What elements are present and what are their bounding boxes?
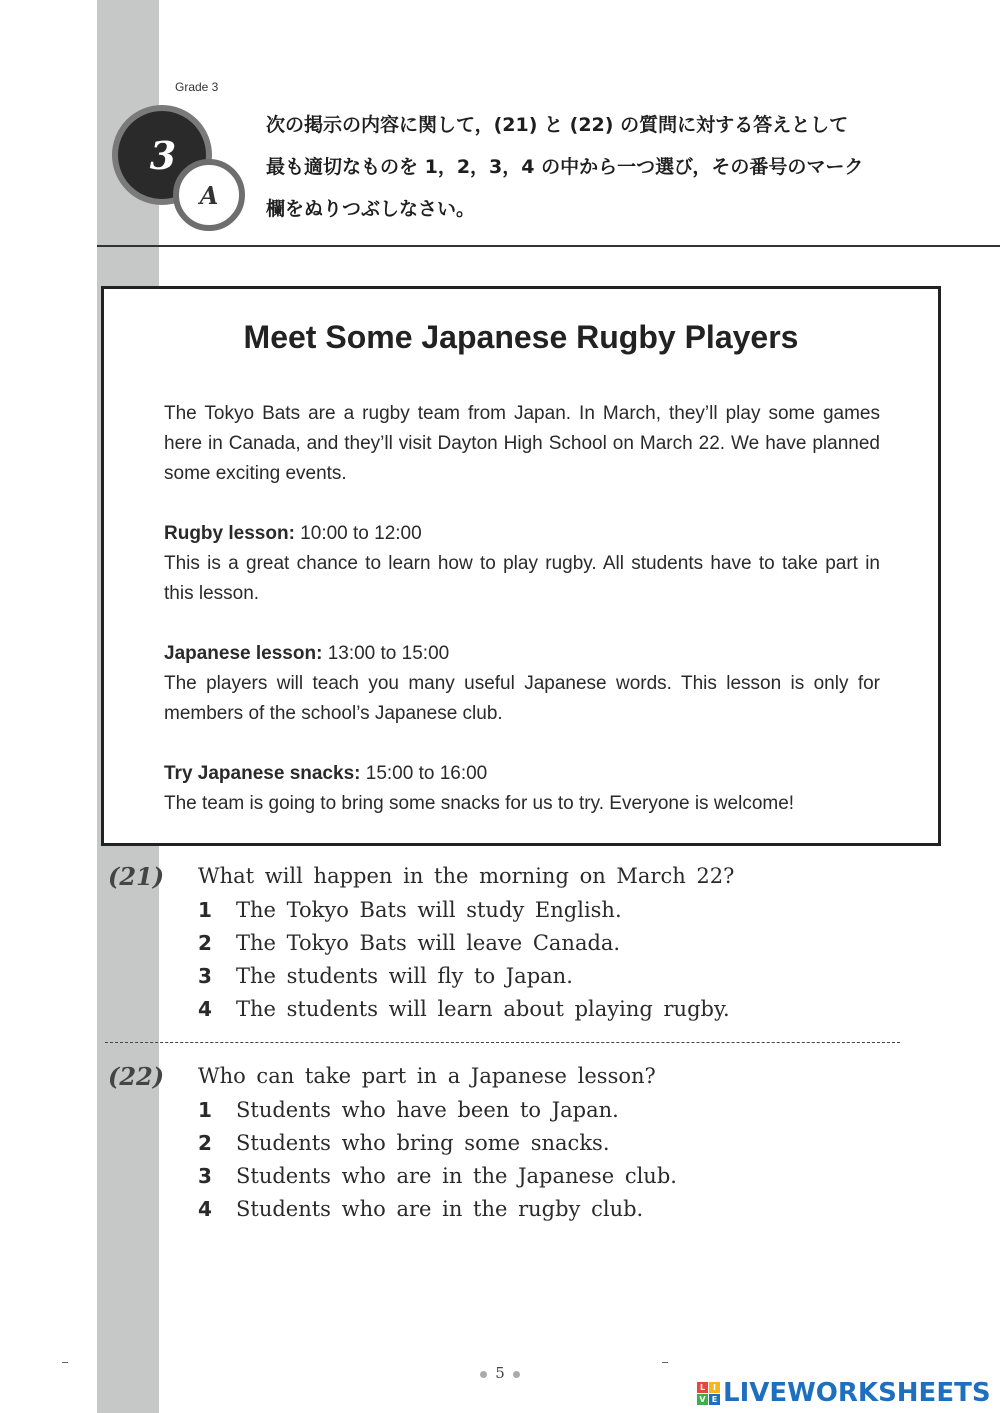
notice-title: Meet Some Japanese Rugby Players [243,319,799,355]
answer-option[interactable] [198,1098,619,1122]
option-text: Students who have been to Japan. [236,1098,619,1122]
option-number: 2 [198,931,212,955]
option-number: 4 [198,1197,212,1221]
event-label: Try Japanese snacks: [164,763,361,784]
instruction-line: 次の掲示の内容に関して，(21) と (22) の質問に対する答えとして [266,114,849,136]
logo-letter: I [709,1382,720,1393]
section-letter-badge [173,159,245,231]
option-text: The students will learn about playing rugby. [236,997,730,1021]
liveworksheets-icon [697,1382,720,1405]
notice-box [101,286,941,846]
answer-option[interactable] [198,1197,643,1221]
instruction-line: 欄をぬりつぶしなさい。 [266,198,476,220]
answer-option[interactable] [198,931,620,955]
question-text: Who can take part in a Japanese lesson? [198,1064,656,1088]
event-time: 13:00 to 15:00 [322,643,450,664]
notice-body [164,399,880,849]
option-text: The Tokyo Bats will study English. [236,898,622,922]
answer-option[interactable] [198,1164,677,1188]
logo-text: LIVEWORKSHEETS [723,1378,991,1408]
event-time: 10:00 to 12:00 [294,523,422,544]
logo-letter: L [697,1382,708,1393]
section-letter: A [199,180,219,210]
event-rugby-lesson [164,519,880,609]
event-description: The team is going to bring some snacks for us to try. Everyone is welcome! [164,793,795,814]
liveworksheets-logo[interactable] [697,1378,991,1408]
header-divider [97,245,1000,247]
instruction-line: 最も適切なものを 1，2，3，4 の中から一つ選び，その番号のマーク [266,156,864,178]
option-text: Students who bring some snacks. [236,1131,610,1155]
answer-option[interactable] [198,997,730,1021]
option-number: 4 [198,997,212,1021]
question-divider [105,1042,900,1043]
logo-letter: V [697,1394,708,1405]
answer-option[interactable] [198,898,622,922]
logo-letter: E [709,1394,720,1405]
notice-intro: The Tokyo Bats are a rugby team from Japan. In March, they’ll play some games here in Canada, and they’ll visit Dayton High School on March 22. We have planned some exciting events. [164,403,880,484]
event-label: Rugby lesson: [164,523,295,544]
option-number: 3 [198,964,212,988]
question-number: (22) [108,1062,165,1091]
section-number: 3 [149,133,177,178]
answer-option[interactable] [198,964,573,988]
page-number [470,1364,530,1382]
crop-mark [662,1362,668,1363]
option-number: 1 [198,898,212,922]
option-text: The students will fly to Japan. [236,964,573,988]
crop-mark [62,1362,68,1363]
event-japanese-lesson [164,639,880,729]
event-japanese-snacks [164,759,880,819]
question-text: What will happen in the morning on March 22? [198,864,735,888]
option-text: Students who are in the rugby club. [236,1197,644,1221]
event-time: 15:00 to 16:00 [360,763,488,784]
dot-icon [480,1371,487,1378]
option-text: Students who are in the Japanese club. [236,1164,677,1188]
option-number: 2 [198,1131,212,1155]
option-number: 3 [198,1164,212,1188]
page-number-value: 5 [495,1364,505,1382]
event-description: The players will teach you many useful Japanese words. This lesson is only for members of the school’s Japanese club. [164,673,880,724]
instructions [266,104,906,230]
question-number: (21) [108,862,165,891]
answer-option[interactable] [198,1131,610,1155]
dot-icon [513,1371,520,1378]
event-description: This is a great chance to learn how to play rugby. All students have to take part in this lesson. [164,553,880,604]
option-text: The Tokyo Bats will leave Canada. [236,931,621,955]
event-label: Japanese lesson: [164,643,323,664]
option-number: 1 [198,1098,212,1122]
grade-label: Grade 3 [175,80,219,94]
